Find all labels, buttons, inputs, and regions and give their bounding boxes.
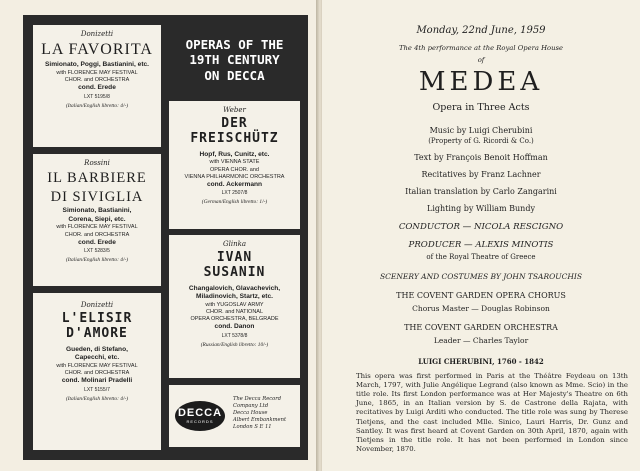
opera-subtitle: Opera in Three Acts (432, 102, 530, 113)
logo-word: DECCA (177, 407, 223, 419)
conductor: cond. Erede (78, 84, 116, 92)
chorus-credit: THE COVENT GARDEN OPERA CHORUS (396, 291, 566, 300)
artists: Simionato, Poggi, Bastianini, etc. (44, 61, 150, 69)
conductor-credit: CONDUCTOR — NICOLA RESCIGNO (398, 222, 564, 232)
artists: Hopf, Rus, Cunitz, etc. (199, 150, 270, 158)
card-il-barbiere (33, 154, 161, 286)
chorus-master: Chorus Master — Douglas Robinson (412, 304, 550, 313)
libretto-price: (Italian/English libretto: 4/-) (65, 395, 129, 402)
catalogue-number: LXT 5195/8 (84, 93, 110, 100)
producer-note: of the Royal Theatre of Greece (426, 253, 536, 261)
catalogue-number: LXT 5378/8 (221, 332, 248, 339)
conductor: cond. Erede (78, 238, 116, 246)
artists: Changalovich, Glavachevich, (188, 284, 281, 292)
of-line: of (477, 56, 485, 64)
conductor: cond. Danon (214, 323, 255, 331)
artists: Corena, Siepi, etc. (68, 215, 126, 223)
orchestra-leader: Leader — Charles Taylor (433, 336, 529, 345)
header-line: ON DECCA (204, 67, 265, 83)
opera-title: LA FAVORITA (41, 41, 153, 58)
libretto-price: (Italian/English libretto: 4/-) (65, 102, 129, 109)
libretto-price: (Italian/English libretto: 4/-) (65, 257, 129, 264)
chorus-line: CHOR. and NATIONAL (205, 309, 264, 316)
chorus-line: CHOR. and ORCHESTRA (64, 231, 130, 238)
chorus-line: with VIENNA STATE (209, 159, 260, 166)
address-line: Decca House (233, 410, 268, 417)
address-line: Albert Embankment (233, 417, 287, 424)
decca-address (233, 396, 297, 431)
opera-title-line: DI SIVIGLIA (50, 188, 144, 205)
translation-by: Italian translation by Carlo Zangarini (405, 187, 557, 196)
address-line: London S E 11 (233, 424, 272, 431)
chorus-line: with FLORENCE MAY FESTIVAL (56, 224, 138, 231)
performance-date: Monday, 22nd June, 1959 (416, 25, 546, 36)
conductor: cond. Molinari Pradelli (61, 377, 133, 385)
decca-advertisement (23, 15, 308, 460)
card-ivan-susanin (169, 235, 300, 378)
opera-title-line: FREISCHÜTZ (190, 130, 279, 146)
catalogue-number: LXT 2507/8 (221, 190, 248, 197)
card-elisir-d-amore (33, 293, 161, 450)
left-page (0, 0, 318, 471)
chorus-line: VIENNA PHILHARMONIC ORCHESTRA (184, 173, 285, 180)
libretto-price: (Russian/English libretto: 10/-) (200, 341, 269, 348)
catalogue-number: LXT 5155/7 (84, 386, 110, 393)
address-line: Company Ltd (233, 403, 269, 410)
property-note: (Property of G. Ricordi & Co.) (428, 137, 534, 145)
scenery-credit: SCENERY AND COSTUMES BY JOHN TSAROUCHIS (380, 272, 582, 281)
bio-heading: LUIGI CHERUBINI, 1760 - 1842 (418, 357, 544, 366)
conductor: cond. Ackermann (206, 180, 263, 188)
producer-credit: PRODUCER — ALEXIS MINOTIS (408, 240, 554, 250)
chorus-line: with FLORENCE MAY FESTIVAL (56, 69, 138, 76)
opera-title-line: SUSANIN (203, 264, 266, 280)
chorus-line: CHOR. and ORCHESTRA (64, 77, 130, 84)
header-line: OPERAS OF THE (185, 36, 284, 52)
chorus-line: with FLORENCE MAY FESTIVAL (56, 363, 138, 369)
composer: Rossini (84, 159, 110, 167)
artists: Miladinovich, Startz, etc. (196, 293, 273, 301)
opera-title: MEDEA (418, 67, 544, 97)
artists: Capecchi, etc. (74, 354, 120, 362)
chorus-line: OPERA CHOR. and (210, 166, 259, 173)
orchestra-credit: THE COVENT GARDEN ORCHESTRA (404, 323, 558, 332)
card-der-freischutz (169, 101, 300, 229)
music-by: Music by Luigi Cherubini (429, 126, 533, 135)
artists: Gueden, di Stefano, (66, 345, 128, 353)
right-page (322, 0, 640, 471)
libretto-price: (German/English libretto: 1/-) (201, 199, 268, 206)
composer: Weber (223, 106, 246, 114)
decca-header (169, 25, 300, 95)
logo-sub: RECORDS (186, 419, 214, 424)
chorus-line: OPERA ORCHESTRA, BELGRADE (190, 316, 279, 323)
address-line: The Decca Record (233, 396, 282, 402)
catalogue-number: LXT 5283/5 (84, 248, 110, 255)
performance-note: The 4th performance at the Royal Opera House (398, 44, 564, 52)
artists: Simionato, Bastianini, (62, 207, 132, 215)
card-la-favorita (33, 25, 161, 147)
opera-title-line: IL BARBIERE (47, 170, 147, 186)
opera-title-line: D'AMORE (66, 325, 128, 341)
header-line: 19TH CENTURY (189, 52, 280, 68)
decca-logo-icon (175, 401, 225, 431)
bio-paragraph: This opera was first performed in Paris at the Théâtre Feydeau on 13th March, 1797, with Julie Angélique Legrand (also known as Mme. Scio) in the title role. Its first London performance was at Her Majesty's Theatre on 6th June, 1865, in an Italian version by S. de Castrone della Rajata, with recitatives by Luigi Arditi who conducted. The title role was sung by Therese Tietjens, and the cast included Mlle. Sinico, Lauri Harris, Dr. Gunz and Santley. It was first heard at Covent Garden on 30th April, 1870, again with Tietjens in the title role. It has not been performed in London since November, 1870. (356, 372, 628, 453)
chorus-line: with YUGOSLAV ARMY (205, 302, 264, 308)
decca-logo-card (169, 385, 300, 447)
recitatives-by: Recitatives by Franz Lachner (421, 170, 541, 179)
lighting-by: Lighting by William Bundy (427, 204, 535, 213)
opera-title-line: IVAN (216, 250, 253, 265)
composer: Donizetti (80, 301, 114, 309)
chorus-line: CHOR. and ORCHESTRA (64, 370, 130, 377)
composer: Glinka (223, 240, 246, 248)
text-by: Text by François Benoit Hoffman (414, 153, 548, 162)
composer: Donizetti (80, 30, 114, 38)
opera-title-line: L'ELISIR (61, 311, 133, 326)
opera-title-line: DER (221, 116, 248, 131)
